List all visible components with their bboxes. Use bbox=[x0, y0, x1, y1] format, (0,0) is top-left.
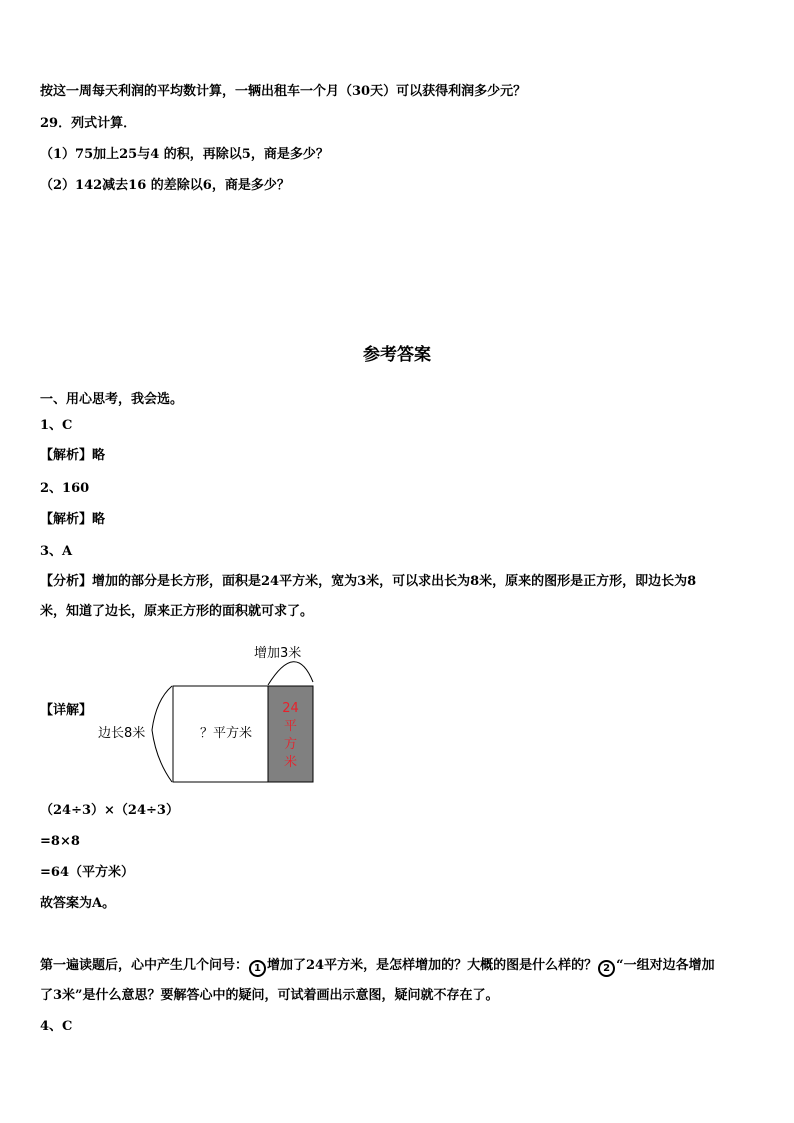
answer-3-detail-label: 【详解】 bbox=[40, 703, 93, 718]
answer-4: 4、C bbox=[40, 1019, 73, 1034]
answer-1-explanation: 【解析】略 bbox=[40, 448, 106, 463]
circled-two: 2 bbox=[598, 960, 615, 977]
conclusion: 故答案为A。 bbox=[40, 896, 116, 911]
calc-line-3: =64（平方米） bbox=[40, 865, 134, 880]
strip-label-line2: 平 bbox=[283, 719, 297, 734]
answer-3-analysis-line1: 【分析】增加的部分是长方形，面积是24平方米，宽为3米，可以求出长为8米，原来的图形是正方形，即边长为8 bbox=[40, 574, 697, 589]
square-diagram bbox=[96, 640, 326, 790]
strip-label-line3: 方 bbox=[283, 737, 297, 752]
calc-line-2: =8×8 bbox=[40, 834, 80, 849]
top-brace bbox=[268, 662, 313, 685]
reading-note-part-b: 增加了24平方米，是怎样增加的？大概的图是什么样的？ bbox=[267, 958, 598, 973]
calc-line-1: （24÷3）×（24÷3） bbox=[40, 803, 179, 818]
answer-3: 3、A bbox=[40, 544, 73, 559]
answer-2-explanation: 【解析】略 bbox=[40, 512, 106, 527]
top-label: 增加3米 bbox=[254, 646, 302, 661]
strip-label bbox=[268, 700, 313, 772]
answer-1: 1、C bbox=[40, 418, 73, 433]
prev-question-line: 按这一周每天利润的平均数计算，一辆出租车一个月（30天）可以获得利润多少元？ bbox=[40, 84, 527, 99]
question-29: 29．列式计算． bbox=[40, 116, 137, 131]
reading-note-line2: 了3米”是什么意思？要解答心中的疑问，可试着画出示意图，疑问就不存在了。 bbox=[40, 988, 499, 1003]
section-heading: 一、用心思考，我会选。 bbox=[40, 392, 184, 407]
reading-note-line1 bbox=[40, 958, 715, 977]
strip-label-line4: 米 bbox=[283, 755, 297, 770]
circled-one: 1 bbox=[249, 960, 266, 977]
question-29-2: （2）142减去16 的差除以6，商是多少？ bbox=[40, 178, 290, 193]
question-29-1: （1）75加上25与4 的积，再除以5，商是多少？ bbox=[40, 147, 329, 162]
answer-2: 2、160 bbox=[40, 481, 90, 496]
strip-label-line1: 24 bbox=[282, 701, 299, 716]
page-title: 参考答案 bbox=[363, 345, 431, 365]
side-brace bbox=[152, 686, 172, 782]
side-label: 边长8米 bbox=[98, 726, 146, 741]
reading-note-part-c: “一组对边各增加 bbox=[616, 958, 715, 973]
answer-3-analysis-line2: 米，知道了边长，原来正方形的面积就可求了。 bbox=[40, 604, 314, 619]
reading-note-part-a: 第一遍读题后，心中产生几个问号： bbox=[40, 958, 249, 973]
center-label: ？平方米 bbox=[200, 726, 253, 741]
